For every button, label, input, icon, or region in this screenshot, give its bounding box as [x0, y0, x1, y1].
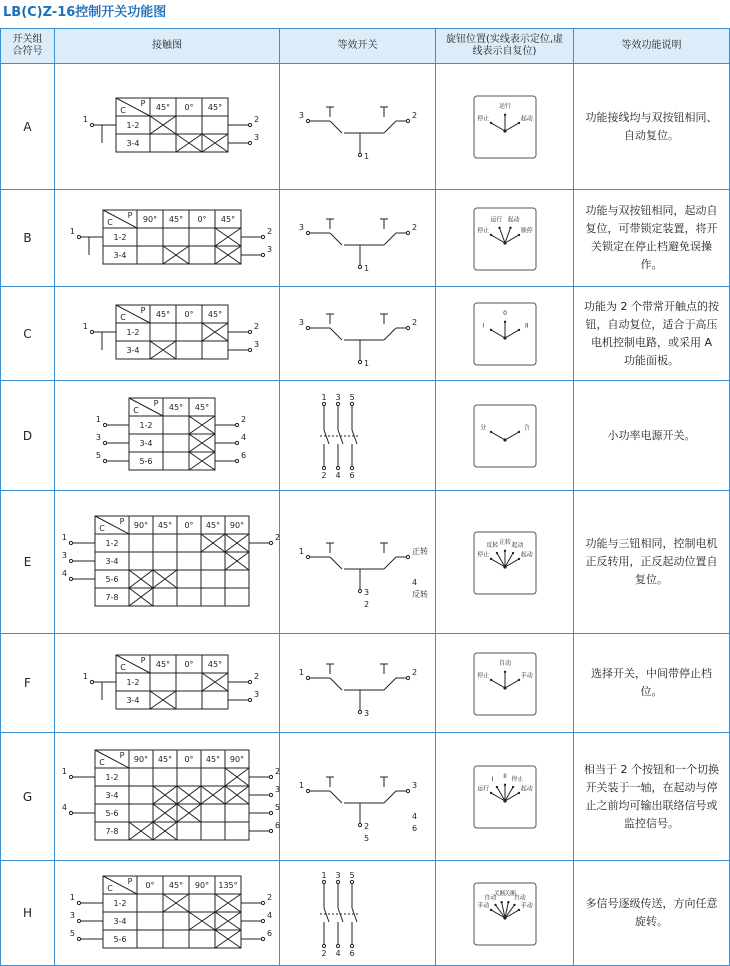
position-label: 45°	[207, 309, 223, 319]
equivalent-switch	[280, 191, 436, 286]
contact-label: 5-6	[113, 934, 127, 944]
terminal-label: 3	[254, 132, 260, 142]
equivalent-switch-cell	[280, 861, 436, 966]
position-label: 45°	[205, 754, 221, 764]
contact-diagram	[55, 191, 280, 286]
knob-position-label: 起动	[507, 215, 520, 223]
knob-position-diagram	[474, 532, 536, 594]
knob-position-label: 正转	[498, 538, 512, 546]
knob-position-label: 运行	[490, 215, 503, 223]
contact-grid	[70, 210, 272, 264]
switch-terminal-label: 反转	[412, 589, 428, 599]
page-title: LB(C)Z-16控制开关功能图	[3, 5, 167, 20]
switch-code: B	[1, 190, 55, 287]
knob-position-label: 起动	[520, 550, 533, 558]
terminal-label: 3	[95, 432, 101, 442]
switch-terminal-label: 1	[298, 546, 304, 556]
knob-position-cell	[436, 190, 574, 287]
terminal-label: 4	[267, 910, 273, 920]
contact-diagram	[55, 862, 280, 965]
equivalent-switch-cell	[280, 190, 436, 287]
switch-code: E	[1, 491, 55, 634]
table-row	[1, 491, 730, 634]
terminal-label: 1	[61, 532, 67, 542]
knob-position-label: 起动	[520, 784, 533, 792]
position-label: 90°	[229, 520, 245, 530]
grid-label-p: P	[127, 876, 133, 886]
position-label: 90°	[133, 520, 149, 530]
switch-code: D	[1, 381, 55, 491]
contact-label: 1-2	[126, 677, 140, 687]
grid-label-c: C	[133, 405, 139, 415]
contact-grid	[62, 750, 280, 840]
contact-diagram	[55, 635, 280, 732]
position-label: 135°	[218, 880, 238, 890]
switch-terminal-label: 1	[321, 392, 327, 402]
equivalent-switch-symbol	[320, 393, 360, 480]
terminal-label: 6	[241, 450, 247, 460]
header-knob: 旋钮位置(实线表示定位,虚线表示自复位)	[436, 29, 574, 64]
switch-terminal-label: 2	[412, 222, 418, 232]
contact-label: 3-4	[105, 556, 119, 566]
knob-position-label: 手动	[520, 671, 533, 679]
table-header-row	[1, 29, 730, 64]
knob-position-diagram	[474, 766, 536, 828]
contact-grid	[83, 655, 259, 709]
knob-position-label: 锁停	[520, 226, 533, 234]
contact-diagram	[55, 65, 280, 189]
function-description: 功能为 2 个带常开触点的按钮，自动复位，适合于高压电机控制电路，或采用 A 功能面板。	[574, 287, 730, 381]
grid-label-p: P	[153, 398, 159, 408]
position-label: 45°	[207, 102, 223, 112]
knob-position-cell	[436, 491, 574, 634]
terminal-label: 2	[267, 226, 273, 236]
switch-terminal-label: 4	[335, 948, 341, 958]
knob-position-label: 反转	[486, 541, 499, 549]
switch-terminal-label: 3	[412, 780, 418, 790]
position-label: 45°	[155, 659, 171, 669]
equivalent-switch-cell	[280, 733, 436, 861]
terminal-label: 3	[254, 689, 260, 699]
grid-label-c: C	[107, 883, 113, 893]
position-label: 45°	[168, 880, 184, 890]
contact-grid	[62, 516, 280, 606]
contact-label: 3-4	[126, 345, 140, 355]
terminal-label: 4	[241, 432, 247, 442]
equivalent-switch	[280, 65, 436, 189]
position-label: 45°	[157, 754, 173, 764]
switch-terminal-label: 2	[412, 317, 418, 327]
function-description: 选择开关，中间带停止档位。	[574, 634, 730, 733]
terminal-label: 4	[61, 802, 67, 812]
switch-terminal-label: 3	[298, 317, 304, 327]
knob-position	[436, 492, 574, 633]
switch-terminal-label: 2	[412, 110, 418, 120]
position-label: 0°	[184, 309, 194, 319]
knob-position-label: 0	[503, 309, 507, 317]
switch-terminal-label: 1	[321, 870, 327, 880]
knob-position-label: 停止	[477, 671, 490, 679]
knob-position	[436, 635, 574, 732]
contact-label: 1-2	[126, 327, 140, 337]
terminal-label: 5	[69, 928, 75, 938]
switch-terminal-label: 6	[412, 823, 418, 833]
position-label: 45°	[207, 659, 223, 669]
table-row	[1, 634, 730, 733]
header-contact: 接触图	[55, 29, 280, 64]
position-label: 0°	[184, 102, 194, 112]
switch-terminal-label: 1	[298, 780, 304, 790]
contact-label: 1-2	[105, 538, 119, 548]
switch-terminal-label: 3	[298, 110, 304, 120]
knob-position-label: 自动	[513, 894, 526, 902]
switch-terminal-label: 2	[321, 948, 327, 958]
switch-terminal-label: 1	[364, 151, 370, 161]
switch-terminal-label: 2	[321, 470, 327, 480]
position-label: 0°	[184, 659, 194, 669]
knob-position-label: 手动	[477, 901, 490, 909]
switch-terminal-label: 4	[412, 811, 418, 821]
knob-position-label: 起动	[520, 114, 533, 122]
knob-position-cell	[436, 634, 574, 733]
terminal-label: 2	[254, 321, 260, 331]
knob-position-label: I	[491, 775, 494, 783]
header-switch: 等效开关	[280, 29, 436, 64]
knob-position-label: 停止	[477, 550, 490, 558]
knob-position-label: 停止	[511, 775, 524, 783]
terminal-label: 2	[275, 532, 281, 542]
knob-position-cell	[436, 733, 574, 861]
contact-label: 1-2	[113, 232, 127, 242]
equivalent-switch	[280, 382, 436, 490]
knob-position-cell	[436, 381, 574, 491]
switch-terminal-label: 6	[349, 948, 355, 958]
switch-terminal-label: 3	[298, 222, 304, 232]
switch-code: G	[1, 733, 55, 861]
knob-position-diagram	[474, 405, 536, 467]
table-row	[1, 190, 730, 287]
equivalent-switch	[280, 288, 436, 380]
terminal-label: 3	[61, 550, 67, 560]
terminal-label: 1	[82, 671, 88, 681]
knob-position-label: 运行	[477, 784, 490, 792]
terminal-label: 3	[267, 244, 273, 254]
knob-position-diagram	[474, 883, 536, 945]
switch-terminal-label: 4	[335, 470, 341, 480]
position-label: 45°	[205, 520, 221, 530]
contact-label: 1-2	[126, 120, 140, 130]
terminal-label: 3	[254, 339, 260, 349]
switch-terminal-label: 2	[364, 599, 370, 609]
contact-grid	[96, 398, 246, 470]
terminal-label: 2	[275, 766, 281, 776]
contact-label: 3-4	[105, 790, 119, 800]
equivalent-switch-symbol	[299, 777, 417, 843]
equivalent-switch-cell	[280, 634, 436, 733]
contact-diagram-cell	[55, 64, 280, 190]
switch-terminal-label: 1	[298, 667, 304, 677]
equivalent-switch-symbol	[299, 314, 417, 368]
switch-code: C	[1, 287, 55, 381]
knob-position	[436, 862, 574, 965]
grid-label-p: P	[119, 516, 125, 526]
contact-diagram	[55, 288, 280, 380]
knob-position-label: I	[482, 321, 485, 329]
contact-grid	[83, 98, 259, 152]
position-label: 45°	[194, 402, 210, 412]
contact-diagram-cell	[55, 733, 280, 861]
grid-label-p: P	[140, 98, 146, 108]
header-code: 开关组合符号	[1, 29, 55, 64]
knob-position-label: 手动	[520, 901, 533, 909]
function-description: 功能与三钮相同，控制电机正反转用，正反起动位置自复位。	[574, 491, 730, 634]
equivalent-switch-cell	[280, 64, 436, 190]
position-label: 0°	[145, 880, 155, 890]
terminal-label: 1	[82, 321, 88, 331]
equivalent-switch	[280, 635, 436, 732]
position-label: 45°	[155, 102, 171, 112]
equivalent-switch-symbol	[299, 543, 428, 609]
equivalent-switch-symbol	[299, 107, 417, 161]
terminal-label: 5	[95, 450, 101, 460]
equivalent-switch	[280, 492, 436, 633]
contact-label: 5-6	[139, 456, 153, 466]
contact-diagram-cell	[55, 634, 280, 733]
switch-terminal-label: 正转	[412, 546, 428, 556]
grid-label-p: P	[127, 210, 133, 220]
knob-position-label: 起动	[511, 541, 524, 549]
switch-terminal-label: 6	[349, 470, 355, 480]
grid-label-p: P	[140, 655, 146, 665]
contact-diagram-cell	[55, 491, 280, 634]
function-description: 多信号逐级传送，方向任意旋转。	[574, 861, 730, 966]
position-label: 45°	[168, 214, 184, 224]
contact-grid	[70, 876, 272, 948]
contact-label: 1-2	[105, 772, 119, 782]
knob-position-label: 停止	[477, 226, 490, 234]
equivalent-switch-symbol	[299, 219, 417, 273]
equivalent-switch-cell	[280, 287, 436, 381]
knob-position-label: 合	[523, 423, 530, 431]
switch-terminal-label: 2	[412, 667, 418, 677]
knob-position-diagram	[474, 96, 536, 158]
contact-diagram	[55, 492, 280, 633]
switch-terminal-label: 5	[349, 392, 355, 402]
function-description: 相当于 2 个按钮和一个切换开关装于一轴，在起动与停止之前均可输出联络信号或监控信号。	[574, 733, 730, 861]
position-label: 45°	[168, 402, 184, 412]
switch-terminal-label: 5	[364, 833, 370, 843]
equivalent-switch-cell	[280, 381, 436, 491]
equivalent-switch	[280, 862, 436, 965]
position-label: 0°	[184, 520, 194, 530]
position-label: 90°	[194, 880, 210, 890]
grid-label-c: C	[99, 757, 105, 767]
switch-terminal-label: 4	[412, 577, 418, 587]
function-description: 功能接线均与双按钮相同、自动复位。	[574, 64, 730, 190]
switch-terminal-label: 1	[364, 358, 370, 368]
function-description: 功能与双按钮相同，起动自复位，可带锁定装置，将开关锁定在停止档避免误操作。	[574, 190, 730, 287]
terminal-label: 2	[254, 114, 260, 124]
knob-position	[436, 734, 574, 860]
switch-terminal-label: 3	[335, 870, 341, 880]
terminal-label: 2	[254, 671, 260, 681]
header-desc: 等效功能说明	[574, 29, 730, 64]
contact-label: 3-4	[126, 138, 140, 148]
grid-label-p: P	[140, 305, 146, 315]
knob-position-label: II	[503, 772, 507, 780]
switch-terminal-label: 3	[335, 392, 341, 402]
function-table	[0, 28, 730, 966]
switch-terminal-label: 3	[364, 587, 370, 597]
table-row	[1, 381, 730, 491]
knob-position-label: 分	[480, 423, 487, 431]
contact-label: 7-8	[105, 592, 119, 602]
switch-terminal-label: 5	[349, 870, 355, 880]
switch-terminal-label: 3	[364, 708, 370, 718]
grid-label-c: C	[120, 662, 126, 672]
knob-position-diagram	[474, 208, 536, 270]
grid-label-c: C	[120, 105, 126, 115]
equivalent-switch-symbol	[299, 664, 417, 718]
equivalent-switch-cell	[280, 491, 436, 634]
knob-position	[436, 65, 574, 189]
switch-terminal-label: 2	[364, 821, 370, 831]
grid-label-c: C	[99, 523, 105, 533]
switch-code: F	[1, 634, 55, 733]
contact-label: 3-4	[126, 695, 140, 705]
terminal-label: 3	[69, 910, 75, 920]
terminal-label: 1	[82, 114, 88, 124]
contact-diagram-cell	[55, 287, 280, 381]
position-label: 0°	[197, 214, 207, 224]
knob-position-label: 自动	[484, 894, 497, 902]
knob-position	[436, 191, 574, 286]
contact-grid	[83, 305, 259, 359]
switch-code: H	[1, 861, 55, 966]
table-row	[1, 64, 730, 190]
terminal-label: 4	[61, 568, 67, 578]
knob-position-cell	[436, 287, 574, 381]
knob-position-label: 运行	[498, 102, 512, 110]
knob-position-cell	[436, 64, 574, 190]
knob-position	[436, 382, 574, 490]
knob-position-label: 自动	[498, 659, 512, 667]
contact-label: 1-2	[139, 420, 153, 430]
contact-label: 5-6	[105, 808, 119, 818]
contact-label: 3-4	[139, 438, 153, 448]
contact-diagram-cell	[55, 381, 280, 491]
contact-diagram-cell	[55, 861, 280, 966]
function-description: 小功率电源开关。	[574, 381, 730, 491]
position-label: 45°	[220, 214, 236, 224]
position-label: 45°	[157, 520, 173, 530]
contact-label: 1-2	[113, 898, 127, 908]
terminal-label: 2	[267, 892, 273, 902]
switch-code: A	[1, 64, 55, 190]
terminal-label: 1	[95, 414, 101, 424]
knob-position-diagram	[474, 303, 536, 365]
terminal-label: 2	[241, 414, 247, 424]
knob-position-label: 关断	[504, 889, 517, 897]
knob-position	[436, 288, 574, 380]
position-label: 90°	[229, 754, 245, 764]
terminal-label: 1	[69, 892, 75, 902]
knob-position-cell	[436, 861, 574, 966]
contact-diagram	[55, 382, 280, 490]
position-label: 90°	[142, 214, 158, 224]
knob-position-label: 停止	[477, 114, 490, 122]
contact-label: 5-6	[105, 574, 119, 584]
contact-label: 3-4	[113, 916, 127, 926]
knob-position-label: 关断	[493, 889, 506, 897]
knob-position-label: II	[524, 321, 529, 329]
terminal-label: 1	[61, 766, 67, 776]
terminal-label: 3	[275, 784, 281, 794]
contact-diagram-cell	[55, 190, 280, 287]
terminal-label: 5	[275, 802, 281, 812]
equivalent-switch	[280, 734, 436, 860]
terminal-label: 6	[267, 928, 273, 938]
terminal-label: 6	[275, 820, 281, 830]
position-label: 45°	[155, 309, 171, 319]
grid-label-p: P	[119, 750, 125, 760]
grid-label-c: C	[107, 217, 113, 227]
switch-terminal-label: 1	[364, 263, 370, 273]
contact-label: 7-8	[105, 826, 119, 836]
table-row	[1, 287, 730, 381]
grid-label-c: C	[120, 312, 126, 322]
knob-position-diagram	[474, 653, 536, 715]
table-row	[1, 861, 730, 966]
table-row	[1, 733, 730, 861]
terminal-label: 1	[69, 226, 75, 236]
equivalent-switch-symbol	[320, 871, 360, 958]
position-label: 0°	[184, 754, 194, 764]
position-label: 90°	[133, 754, 149, 764]
contact-diagram	[55, 734, 280, 860]
contact-label: 3-4	[113, 250, 127, 260]
